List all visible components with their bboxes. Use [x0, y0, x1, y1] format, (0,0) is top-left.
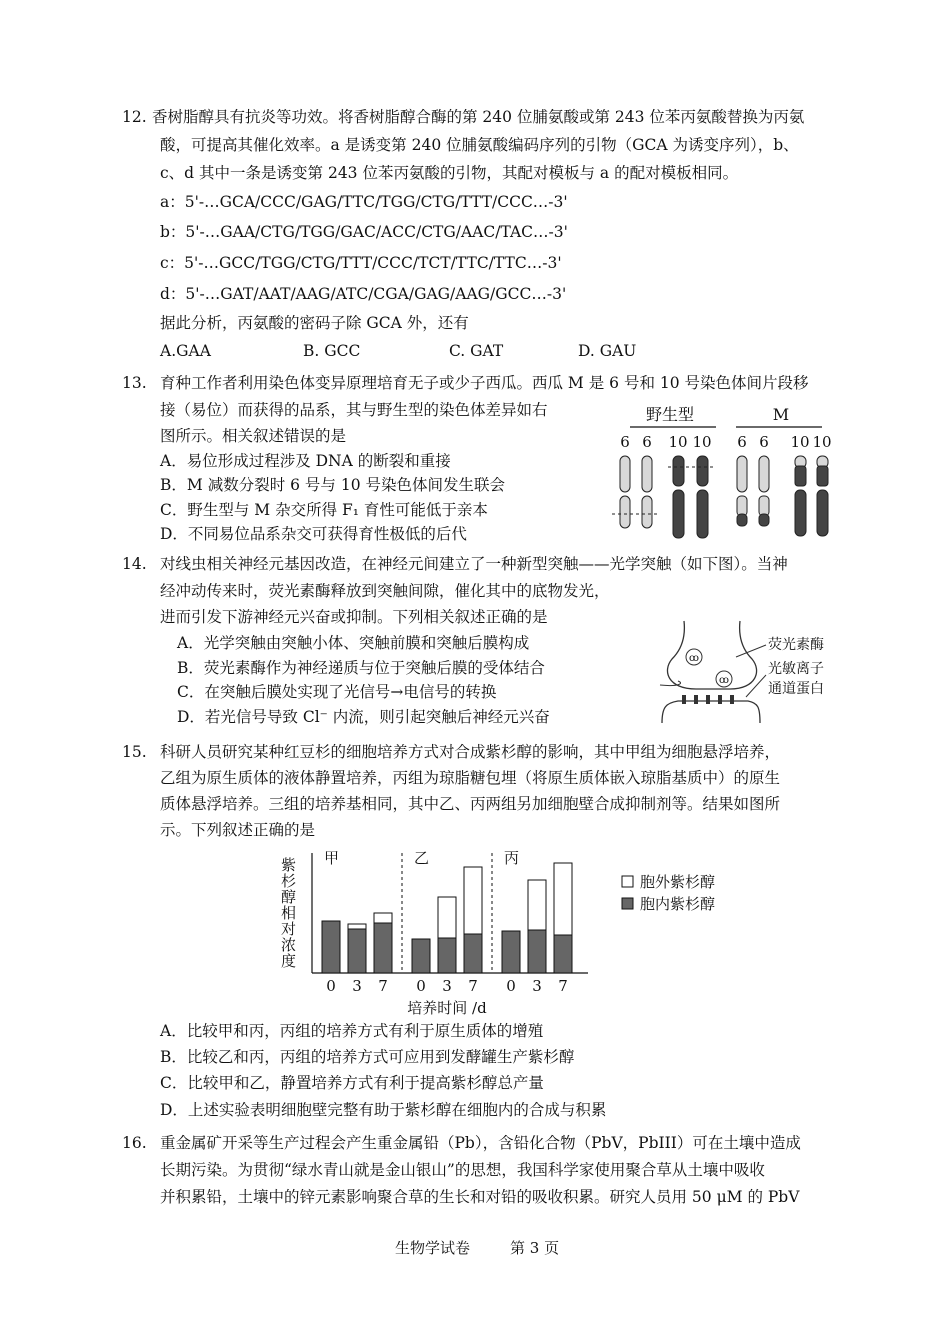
q15-line-2: 乙组为原生质体的液体静置培养，丙组为琼脂糖包埋（将原生质体嵌入琼脂基质中）的原生 — [160, 769, 781, 787]
bar-2-2-1 — [554, 863, 572, 935]
bar-0-1-0 — [348, 929, 366, 973]
presynaptic-terminal — [667, 621, 756, 689]
q16-line-1: 重金属矿开采等生产过程会产生重金属铅（Pb），含铅化合物（PbV，PbIII）可在土壤中造成 — [160, 1134, 801, 1152]
bar-0-0-0 — [322, 921, 340, 973]
x-tick-label-2-1: 3 — [532, 977, 542, 995]
group-label-wild: 野生型 — [645, 405, 695, 424]
x-tick-label-1-2: 7 — [468, 977, 478, 995]
y-axis-label: 紫杉醇相对浓度 — [279, 857, 297, 969]
bar-1-0-0 — [412, 939, 430, 973]
q12-number: 12. — [122, 108, 147, 126]
bar-2-1-1 — [528, 880, 546, 930]
bar-0-1-1 — [348, 924, 366, 929]
q12-option-d: D. GAU — [578, 342, 637, 360]
q15-option-a: A．比较甲和丙，丙组的培养方式有利于原生质体的增殖 — [160, 1022, 544, 1040]
q16-number: 16. — [122, 1134, 147, 1152]
svg-text:ꝏ: ꝏ — [689, 653, 699, 664]
x-tick-label-1-1: 3 — [442, 977, 452, 995]
x-tick-label-2-2: 7 — [558, 977, 568, 995]
q12-line-3: c、d 其中一条是诱变第 243 位苯丙氨酸的引物，其配对模板与 a 的配对模板相同。 — [160, 164, 739, 182]
legend-label-0: 胞外紫杉醇 — [640, 873, 716, 891]
legend-swatch-0 — [622, 876, 633, 887]
q13-line-1: 育种工作者利用染色体变异原理培育无子或少子西瓜。西瓜 M 是 6 号和 10 号染色体间片段移 — [160, 374, 809, 392]
q12-primer-d: d：5'-…GAT/AAT/AAG/ATC/CGA/GAG/AAG/GCC…-3' — [160, 285, 567, 303]
q16-line-3: 并积累铅，土壤中的锌元素影响聚合草的生长和对铅的吸收积累。研究人员用 50 μM 的 PbV — [160, 1188, 800, 1206]
x-axis-label: 培养时间 /d — [407, 999, 487, 1017]
q14-line-3: 进而引发下游神经元兴奋或抑制。下列相关叙述正确的是 — [160, 608, 548, 626]
legend-label-1: 胞内紫杉醇 — [640, 895, 716, 913]
q15-number: 15. — [122, 743, 147, 761]
q16-line-2: 长期污染。为贯彻“绿水青山就是金山银山”的思想，我国科学家使用聚合草从土壤中吸收 — [160, 1161, 765, 1179]
group-label-1: 乙 — [414, 849, 430, 867]
footer-page-number: 第 3 页 — [510, 1239, 560, 1257]
q12-option-a: A.GAA — [160, 342, 211, 360]
chr-label-m-6a: 6 — [737, 433, 747, 451]
q12-primer-c: c：5'-…GCC/TGG/CTG/TTT/CCC/TCT/TTC/TTC…-3' — [160, 254, 562, 272]
q15-option-b: B．比较乙和丙，丙组的培养方式可应用到发酵罐生产紫杉醇 — [160, 1048, 575, 1066]
q12-line-2: 酸，可提高其催化效率。a 是诱变第 240 位脯氨酸编码序列的引物（GCA 为诱变序列），b、 — [160, 136, 799, 154]
footer-subject: 生物学试卷 — [395, 1239, 471, 1257]
chromosome-wild-6a — [620, 456, 630, 528]
label-luciferase: 荧光素酶 — [768, 637, 824, 653]
bar-0-2-0 — [374, 923, 392, 973]
chromosome-m-6b — [759, 456, 769, 526]
q14-option-c: C．在突触后膜处实现了光信号→电信号的转换 — [177, 683, 497, 701]
x-tick-label-0-1: 3 — [352, 977, 362, 995]
label-channel-line-2: 通道蛋白 — [768, 681, 824, 697]
chr-label-10b: 10 — [692, 433, 712, 451]
q13-option-a: A．易位形成过程涉及 DNA 的断裂和重接 — [160, 452, 451, 470]
bar-2-1-0 — [528, 930, 546, 973]
chromosome-wild-6b — [642, 456, 652, 528]
chr-label-m-10b: 10 — [812, 433, 832, 451]
q13-number: 13. — [122, 374, 147, 392]
q14-option-d: D．若光信号导致 Cl⁻ 内流，则引起突触后神经元兴奋 — [177, 708, 550, 726]
bar-1-2-0 — [464, 934, 482, 973]
q14-option-a: A．光学突触由突触小体、突触前膜和突触后膜构成 — [177, 634, 530, 652]
chr-label-6a: 6 — [620, 433, 630, 451]
chromosome-figure — [606, 400, 846, 540]
q12-line-1: 香树脂醇具有抗炎等功效。将香树脂醇合酶的第 240 位脯氨酸或第 243 位苯丙氨酸替换为丙氨 — [152, 108, 805, 126]
chromosome-wild-10b — [697, 456, 708, 538]
postsynaptic-membrane — [662, 701, 760, 723]
q13-line-3: 图所示。相关叙述错误的是 — [160, 427, 347, 445]
taxol-bar-chart — [258, 840, 738, 1020]
q15-line-4: 示。下列叙述正确的是 — [160, 821, 316, 839]
chr-label-m-6b: 6 — [759, 433, 769, 451]
q13-option-d: D．不同易位品系杂交可获得育性极低的后代 — [160, 525, 467, 543]
chromosome-m-6a — [737, 456, 747, 526]
q14-line-2: 经冲动传来时，荧光素酶释放到突触间隙，催化其中的底物发光， — [160, 582, 610, 600]
q13-option-b: B．M 减数分裂时 6 号与 10 号染色体间发生联会 — [160, 476, 505, 494]
chromosome-m-10a — [795, 456, 806, 536]
x-tick-label-1-0: 0 — [416, 977, 426, 995]
q12-primer-a: a：5'-…GCA/CCC/GAG/TTC/TGG/CTG/TTT/CCC…-3' — [160, 193, 568, 211]
q12-primer-b: b：5'-…GAA/CTG/TGG/GAC/ACC/CTG/AAC/TAC…-3' — [160, 223, 568, 241]
q13-line-2: 接（易位）而获得的品系，其与野生型的染色体差异如右 — [160, 401, 548, 419]
chr-label-6b: 6 — [642, 433, 652, 451]
label-channel-line-1: 光敏离子 — [768, 661, 824, 677]
group-label-0: 甲 — [324, 849, 340, 867]
q15-line-1: 科研人员研究某种红豆杉的细胞培养方式对合成紫杉醇的影响，其中甲组为细胞悬浮培养， — [160, 743, 781, 761]
chr-label-10a: 10 — [668, 433, 688, 451]
q12-option-c: C. GAT — [449, 342, 504, 360]
synapse-figure — [656, 617, 846, 727]
legend-swatch-1 — [622, 898, 633, 909]
ion-channel-proteins — [682, 695, 734, 704]
q15-line-3: 质体悬浮培养。三组的培养基相同，其中乙、丙两组另加细胞壁合成抑制剂等。结果如图所 — [160, 795, 781, 813]
q12-option-b: B. GCC — [303, 342, 361, 360]
group-label-2: 丙 — [504, 849, 520, 867]
bar-1-1-1 — [438, 897, 456, 938]
q12-stem: 据此分析，丙氨酸的密码子除 GCA 外，还有 — [160, 314, 469, 332]
q13-option-c: C．野生型与 M 杂交所得 F₁ 育性可能低于亲本 — [160, 501, 488, 519]
bar-1-2-1 — [464, 867, 482, 934]
chr-label-m-10a: 10 — [790, 433, 810, 451]
q14-option-b: B．荧光素酶作为神经递质与位于突触后膜的受体结合 — [177, 659, 545, 677]
bar-2-2-0 — [554, 935, 572, 973]
chromosome-wild-10a — [673, 456, 684, 538]
bar-2-0-0 — [502, 931, 520, 973]
q15-option-c: C．比较甲和乙，静置培养方式有利于提高紫杉醇总产量 — [160, 1074, 544, 1092]
group-label-m: M — [772, 405, 790, 424]
q15-option-d: D．上述实验表明细胞壁完整有助于紫杉醇在细胞内的合成与积累 — [160, 1101, 607, 1119]
x-tick-label-0-0: 0 — [326, 977, 336, 995]
chromosome-m-10b — [817, 456, 828, 536]
bar-1-1-0 — [438, 938, 456, 973]
bar-0-2-1 — [374, 913, 392, 923]
x-tick-label-2-0: 0 — [506, 977, 516, 995]
svg-text:ꝏ: ꝏ — [719, 675, 729, 686]
q14-line-1: 对线虫相关神经元基因改造，在神经元间建立了一种新型突触——光学突触（如下图）。当神 — [160, 555, 788, 573]
x-tick-label-0-2: 7 — [378, 977, 388, 995]
q14-number: 14. — [122, 555, 147, 573]
